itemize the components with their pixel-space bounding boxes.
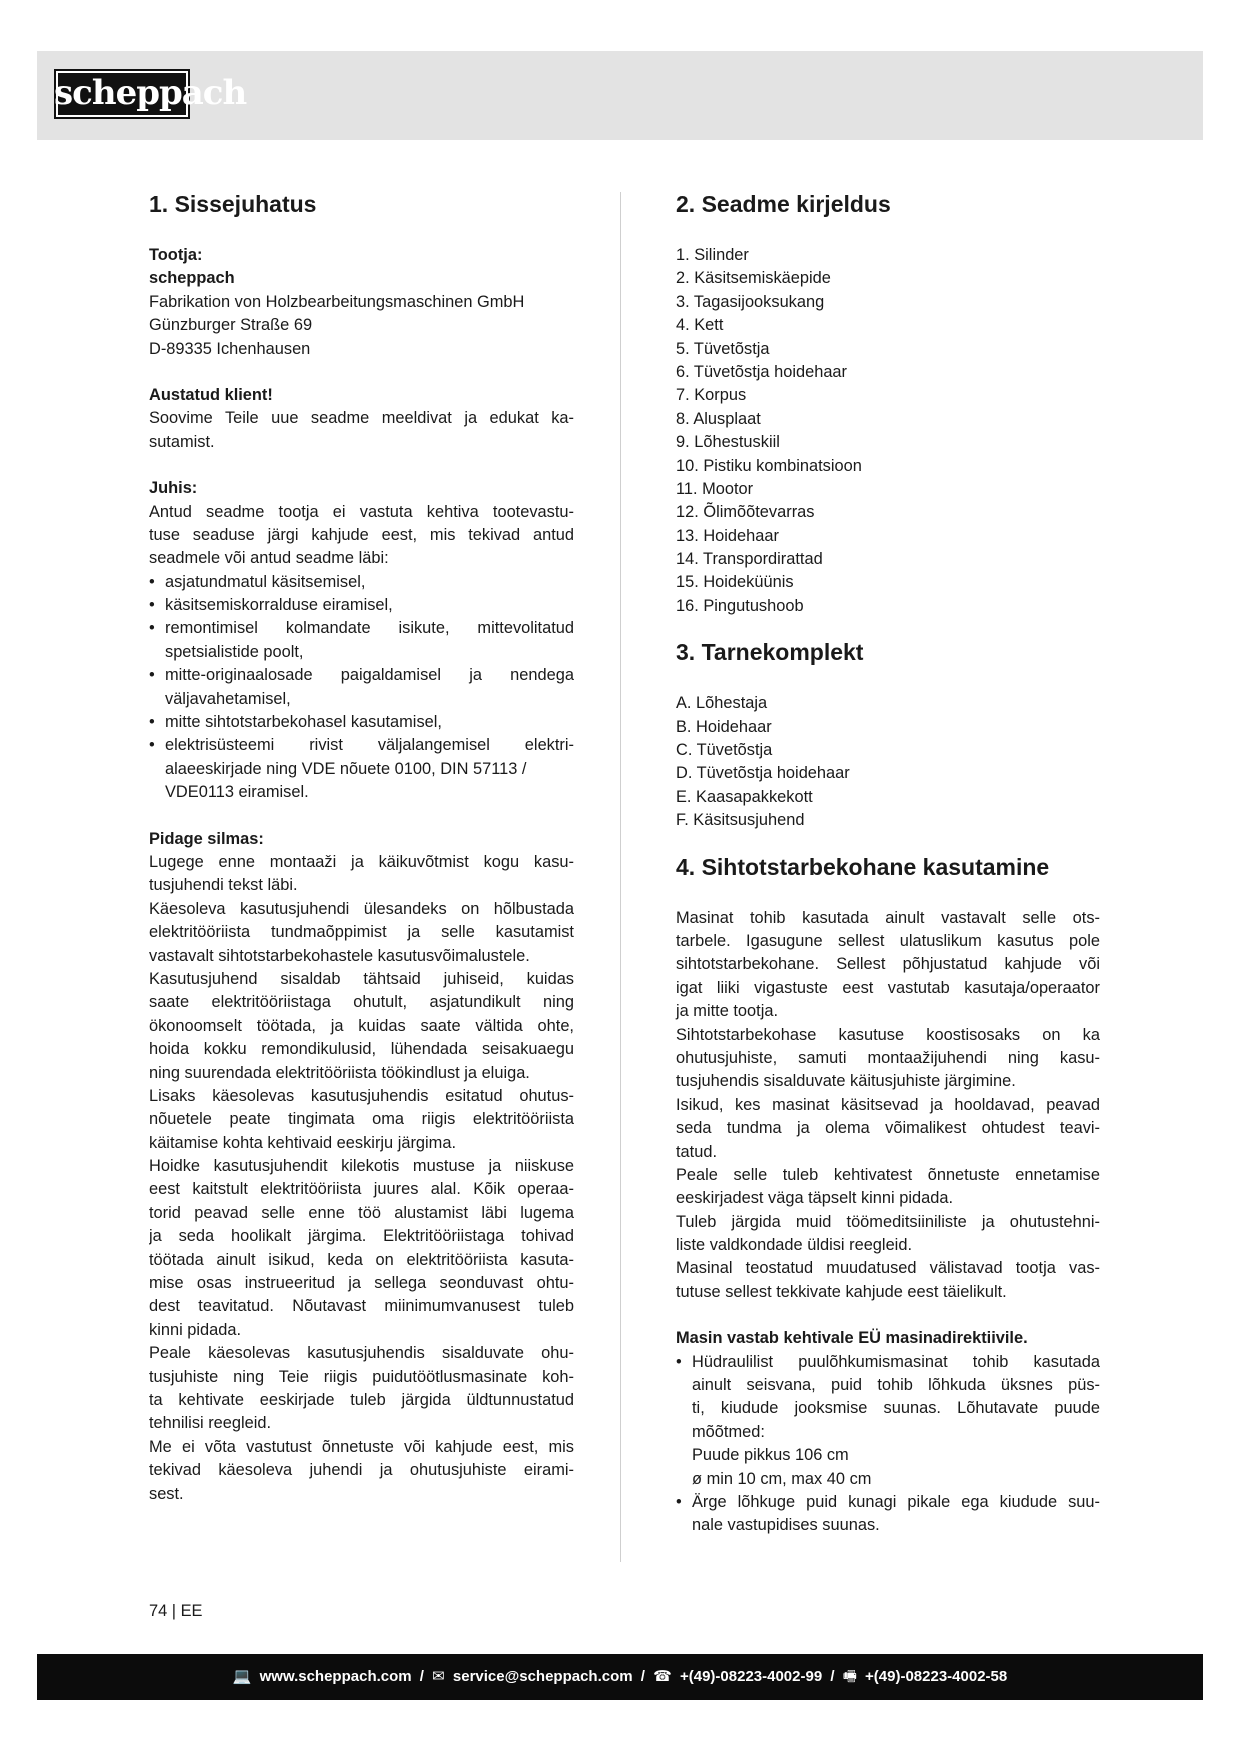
- paragraph-line: sest.: [149, 1484, 184, 1503]
- paragraph-line: Lisaks käesolevas kasutusjuhendis esitatud ohutus-: [149, 1086, 574, 1105]
- description-list-item: 10. Pistiku kombinatsioon: [676, 456, 862, 475]
- paragraph-line: Peale selle tuleb kehtivatest õnnetuste ennetamise: [676, 1165, 1100, 1184]
- paragraph-line: ja seda hoolikalt järgima. Elektritööriistaga tohivad: [149, 1227, 574, 1246]
- description-list-item: 3. Tagasijooksukang: [676, 292, 825, 311]
- paragraph-line: tutuse sellest tekkivate kahjude eest täielikult.: [676, 1282, 1007, 1301]
- paragraph-line: Hoidke kasutusjuhendit kilekotis mustuse ja niiskuse: [149, 1157, 574, 1176]
- eu-directive-label: Masin vastab kehtivale EÜ masinadirektiivile.: [676, 1329, 1028, 1348]
- paragraph-line: eeskirjadest väga täpselt kinni pidada.: [676, 1189, 953, 1208]
- page-header: [37, 51, 1203, 140]
- bullet-item: • asjatundmatul käsitsemisel,: [149, 571, 574, 594]
- bullet-continuation: nale vastupidises suunas.: [692, 1516, 880, 1535]
- page-language: EE: [180, 1602, 203, 1620]
- fax-icon: 🖷: [842, 1668, 857, 1685]
- paragraph-line: tuse seaduse järgi kahjude eest, mis tekivad antud: [149, 525, 574, 544]
- description-list-item: 12. Õlimõõtevarras: [676, 503, 815, 522]
- paragraph-line: tusjuhiste ning Teie riigis puidutöötlusmasinate koh-: [149, 1367, 574, 1386]
- paragraph-line: Antud seadme tootja ei vastuta kehtiva tootevastu-: [149, 502, 574, 521]
- bullet-continuation: väljavahetamisel,: [165, 689, 291, 708]
- paragraph-line: ning suurendada elektritööriista töökindlust ja eluiga.: [149, 1063, 530, 1082]
- section-1-title: 1. Sissejuhatus: [149, 191, 317, 217]
- description-list-item: 7. Korpus: [676, 386, 747, 405]
- phone-icon: ☎: [653, 1668, 672, 1685]
- paragraph-line: sihtotstarbekohane. Sellest põhjustatud kahjude või: [676, 955, 1100, 974]
- paragraph-line: kinni pidada.: [149, 1320, 242, 1339]
- footer-separator: /: [640, 1668, 645, 1685]
- description-list-item: 5. Tüvetõstja: [676, 339, 770, 358]
- description-list-item: 11. Mootor: [676, 479, 754, 498]
- paragraph-line: käitamise kohta kehtivaid eeskirju järgima.: [149, 1133, 457, 1152]
- page-number: [149, 1600, 202, 1623]
- bullet-item: • elektrisüsteemi rivist väljalangemisel elektri-: [149, 734, 574, 757]
- footer-separator: /: [419, 1668, 424, 1685]
- paragraph-line: Masinal teostatud muudatused välistavad tootja vas-: [676, 1259, 1100, 1278]
- section-3-title: 3. Tarnekomplekt: [676, 639, 864, 666]
- bullet-item: • Ärge lõhkuge puid kunagi pikale ega kiudude suu-: [676, 1491, 1100, 1514]
- paragraph-line: ja mitte tootja.: [676, 1002, 779, 1021]
- paragraph-line: nõuetele peate tingimata oma riigis elektritööriista: [149, 1110, 574, 1129]
- bullet-continuation: ti, kiudude jooksmise suunas. Lõhutavate puude: [692, 1399, 1100, 1418]
- section-2-title: 2. Seadme kirjeldus: [676, 191, 891, 217]
- scheppach-logo: scheppach: [54, 69, 190, 119]
- bullet-continuation: spetsialistide poolt,: [165, 642, 304, 661]
- paragraph-line: Tuleb järgida muid töömeditsiiniliste ja ohutustehni-: [676, 1212, 1100, 1231]
- delivery-list-item: E. Kaasapakkekott: [676, 787, 813, 806]
- paragraph-line: tusjuhendi tekst läbi.: [149, 876, 298, 895]
- delivery-list-item: B. Hoidehaar: [676, 717, 772, 736]
- address-line: D-89335 Ichenhausen: [149, 339, 311, 358]
- delivery-list-item: F. Käsitsusjuhend: [676, 811, 805, 830]
- paragraph-line: elektritööriista tundmaõppimist ja selle kasutamist: [149, 923, 574, 942]
- paragraph-line: liste valdkondade üldisi reegleid.: [676, 1236, 912, 1255]
- section-4-title: 4. Sihtotstarbekohane kasutamine: [676, 853, 1050, 880]
- paragraph-line: Isikud, kes masinat käsitsevad ja hooldavad, peavad: [676, 1095, 1100, 1114]
- juhis-label: Juhis:: [149, 479, 198, 498]
- paragraph-line: igat liiki vigastuste eest vastutab kasutaja/operaator: [676, 978, 1100, 997]
- pidage-label: Pidage silmas:: [149, 829, 264, 848]
- paragraph-line: tarbele. Igasugune sellest ulatuslikum kasutus pole: [676, 931, 1100, 950]
- description-list-item: 9. Lõhestuskiil: [676, 433, 780, 452]
- description-list-item: 1. Silinder: [676, 246, 749, 264]
- address-line: Fabrikation von Holzbearbeitungsmaschinen GmbH: [149, 292, 525, 311]
- description-list-item: 2. Käsitsemiskäepide: [676, 269, 831, 288]
- paragraph-line: tusjuhendis sisalduvate käitusjuhiste järgimine.: [676, 1072, 1016, 1091]
- paragraph-line: Sihtotstarbekohase kasutuse koostisosaks on ka: [676, 1025, 1100, 1044]
- paragraph-line: Käesoleva kasutusjuhendi ülesandeks on hõlbustada: [149, 899, 574, 918]
- paragraph-line: töötada ainult isikud, keda on elektritööriista kasuta-: [149, 1250, 574, 1269]
- description-list-item: 16. Pingutushoob: [676, 596, 804, 615]
- right-column: [676, 186, 1100, 1538]
- bullet-continuation: ø min 10 cm, max 40 cm: [692, 1469, 872, 1488]
- bullet-continuation: VDE0113 eiramisel.: [165, 783, 309, 802]
- footer-website[interactable]: www.scheppach.com: [259, 1668, 412, 1685]
- paragraph-line: eest kaitstult elektritööriista juures alal. Kõik operaa-: [149, 1180, 574, 1199]
- description-list-item: 14. Transpordirattad: [676, 550, 823, 569]
- bullet-item: • mitte-originaalosade paigaldamisel ja nendega: [149, 664, 574, 687]
- paragraph-line: torid peavad selle enne töö alustamist läbi lugema: [149, 1203, 574, 1222]
- description-list-item: 13. Hoidehaar: [676, 526, 779, 545]
- paragraph-line: Soovime Teile uue seadme meeldivat ja edukat ka-: [149, 409, 574, 428]
- paragraph-line: mise osas instrueeritud ja sellega seonduvast ohtu-: [149, 1274, 574, 1293]
- description-list-item: 6. Tüvetõstja hoidehaar: [676, 362, 848, 381]
- paragraph-line: tekivad käesoleva juhendi ja ohutusjuhiste eirami-: [149, 1461, 574, 1480]
- paragraph-line: Me ei võta vastutust õnnetuste või kahjude eest, mis: [149, 1437, 574, 1456]
- footer-phone: +(49)-08223-4002-99: [679, 1668, 823, 1685]
- delivery-list-item: D. Tüvetõstja hoidehaar: [676, 764, 850, 783]
- paragraph-line: saate elektritööriistaga ohutult, asjatundikult ning: [149, 993, 574, 1012]
- description-list-item: 15. Hoideküünis: [676, 573, 794, 592]
- paragraph-line: Kasutusjuhend sisaldab tähtsaid juhiseid, kuidas: [149, 969, 574, 988]
- bullet-item: • mitte sihtotstarbekohasel kasutamisel,: [149, 711, 574, 734]
- delivery-list-item: A. Lõhestaja: [676, 694, 768, 713]
- paragraph-line: tehnilisi reegleid.: [149, 1414, 272, 1433]
- paragraph-line: Masinat tohib kasutada ainult vastavalt selle ots-: [676, 908, 1100, 927]
- page-number-value: 74: [149, 1602, 168, 1620]
- footer-fax: +(49)-08223-4002-58: [865, 1668, 1008, 1685]
- delivery-list-item: C. Tüvetõstja: [676, 741, 773, 760]
- tootja-label: Tootja:: [149, 246, 203, 264]
- paragraph-line: tatud.: [676, 1142, 718, 1161]
- paragraph-line: ta kehtivate eeskirjade tuleb järgida üldtunnustatud: [149, 1390, 574, 1409]
- bullet-continuation: ainult seisvana, puid tohib lõhkuda üksnes püs-: [692, 1376, 1100, 1395]
- column-divider: [620, 192, 621, 1562]
- contact-footer: [37, 1654, 1203, 1700]
- description-list-item: 8. Alusplaat: [676, 409, 761, 428]
- bullet-continuation: alaeeskirjade ning VDE nõuete 0100, DIN 57113 /: [165, 759, 527, 778]
- klient-label: Austatud klient!: [149, 385, 273, 404]
- paragraph-line: vastavalt sihtotstarbekohastele kasutusvõimalustele.: [149, 946, 530, 965]
- bullet-item: • Hüdraulilist puulõhkumismasinat tohib kasutada: [676, 1351, 1100, 1374]
- mail-icon: ✉: [432, 1668, 445, 1685]
- paragraph-line: Lugege enne montaaži ja käikuvõtmist kogu kasu-: [149, 852, 574, 871]
- paragraph-line: Peale käesolevas kasutusjuhendis sisalduvate ohu-: [149, 1344, 574, 1363]
- paragraph-line: dest teavitatud. Nõutavast miinimumvanusest tuleb: [149, 1297, 574, 1316]
- paragraph-line: seadmele või antud seadme läbi:: [149, 549, 389, 568]
- footer-separator: /: [830, 1668, 835, 1685]
- paragraph-line: hoida kokku remondikulusid, lühendada seisakuaegu: [149, 1040, 574, 1059]
- page-separator: |: [171, 1602, 181, 1620]
- paragraph-line: sutamist.: [149, 432, 215, 451]
- description-list-item: 4. Kett: [676, 316, 724, 335]
- left-column: [149, 186, 574, 1506]
- address-line: Günzburger Straße 69: [149, 316, 313, 335]
- computer-icon: 💻: [232, 1668, 252, 1685]
- footer-email[interactable]: service@scheppach.com: [452, 1668, 633, 1685]
- paragraph-line: ohutusjuhiste, samuti montaažijuhendi ning kasu-: [676, 1048, 1100, 1067]
- paragraph-line: ökonoomselt töötada, ja kuidas saate vältida ohte,: [149, 1016, 574, 1035]
- bullet-item: • käsitsemiskorralduse eiramisel,: [149, 594, 574, 617]
- bullet-continuation: Puude pikkus 106 cm: [692, 1446, 849, 1465]
- bullet-continuation: mõõtmed:: [692, 1422, 765, 1441]
- tootja-name: scheppach: [149, 269, 235, 288]
- bullet-item: • remontimisel kolmandate isikute, mittevolitatud: [149, 617, 574, 640]
- paragraph-line: seda tundma ja olema võimalikest ohtudest teavi-: [676, 1119, 1100, 1138]
